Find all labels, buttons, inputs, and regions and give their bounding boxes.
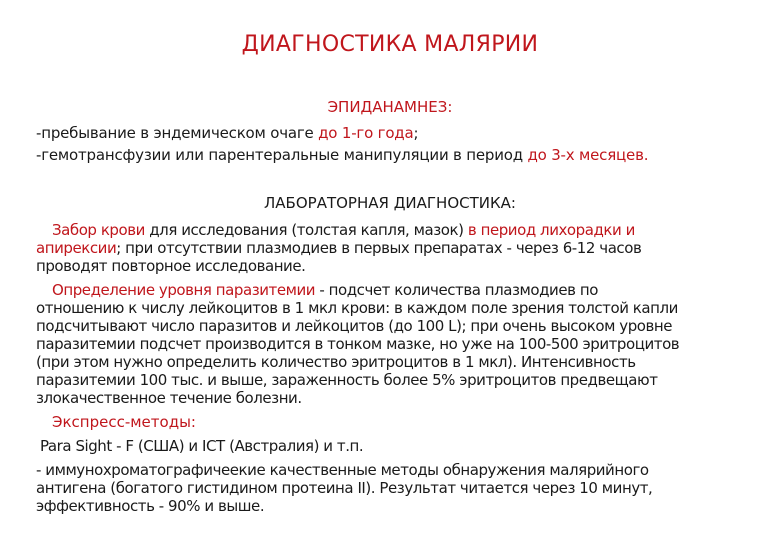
lab-p2-line-4: паразитемии подсчет производится в тонком мазке, но уже на 100-500 эритроцитов [36,335,680,353]
epid-line-2 [36,146,648,164]
parasitemia-label: Определение уровня паразитемии [52,281,316,299]
epid-line-1-highlight: до 1-го года [318,124,414,142]
epid-line-1-text: -пребывание в эндемическом очаге [36,124,319,142]
epidanamnez-heading: ЭПИДАНАМНЕЗ: [327,98,453,116]
express-line-2: - иммунохроматографичеекие качественные методы обнаружения малярийного [36,461,649,479]
express-line-4: эффективность - 90% и выше. [36,497,265,515]
express-methods-heading: Экспресс-методы: [52,413,196,431]
slide-title: ДИАГНОСТИКА МАЛЯРИИ [241,32,539,57]
lab-p2-line-7: злокачественное течение болезни. [36,389,302,407]
lab-p2-line-5: (при этом нужно определить количество эритроцитов в 1 мкл). Интенсивность [36,353,636,371]
lab-p2-line-3: подсчитывают число паразитов и лейкоцитов (до 100 L); при очень высоком уровне [36,317,673,335]
lab-p1-line-2 [36,239,641,257]
epid-line-2-highlight: до 3-х месяцев. [527,146,649,164]
epid-line-2-text: -гемотрансфузии или парентеральные манипуляции в период [36,146,528,164]
express-line-3: антигена (богатого гистидином протеина II). Результат читается через 10 минут, [36,479,653,497]
epid-line-1 [36,124,418,142]
blood-sampling-label: Забор крови [52,221,145,239]
apyrexia-highlight: апирексии [36,239,117,257]
epid-line-1-end: ; [413,124,419,142]
lab-p2-line-6: паразитемии 100 тыс. и выше, зараженность более 5% эритроцитов предвещают [36,371,658,389]
lab-p1-line-2-text: ; при отсутствии плазмодиев в первых препаратах - через 6-12 часов [116,239,642,257]
lab-p1-line-1 [52,221,635,239]
lab-p2-line-1 [52,281,598,299]
lab-p2-line-1-text: - подсчет количества плазмодиев по [315,281,598,299]
lab-p1-line-1-highlight: в период лихорадки и [467,221,635,239]
express-line-1: Para Sight - F (США) и ICT (Австралия) и т.п. [40,437,364,455]
lab-p1-line-3: проводят повторное исследование. [36,257,306,275]
lab-p2-line-2: отношению к числу лейкоцитов в 1 мкл крови: в каждом поле зрения толстой капли [36,299,678,317]
lab-heading: ЛАБОРАТОРНАЯ ДИАГНОСТИКА: [264,194,516,212]
lab-p1-line-1-text: для исследования (толстая капля, мазок) [144,221,468,239]
